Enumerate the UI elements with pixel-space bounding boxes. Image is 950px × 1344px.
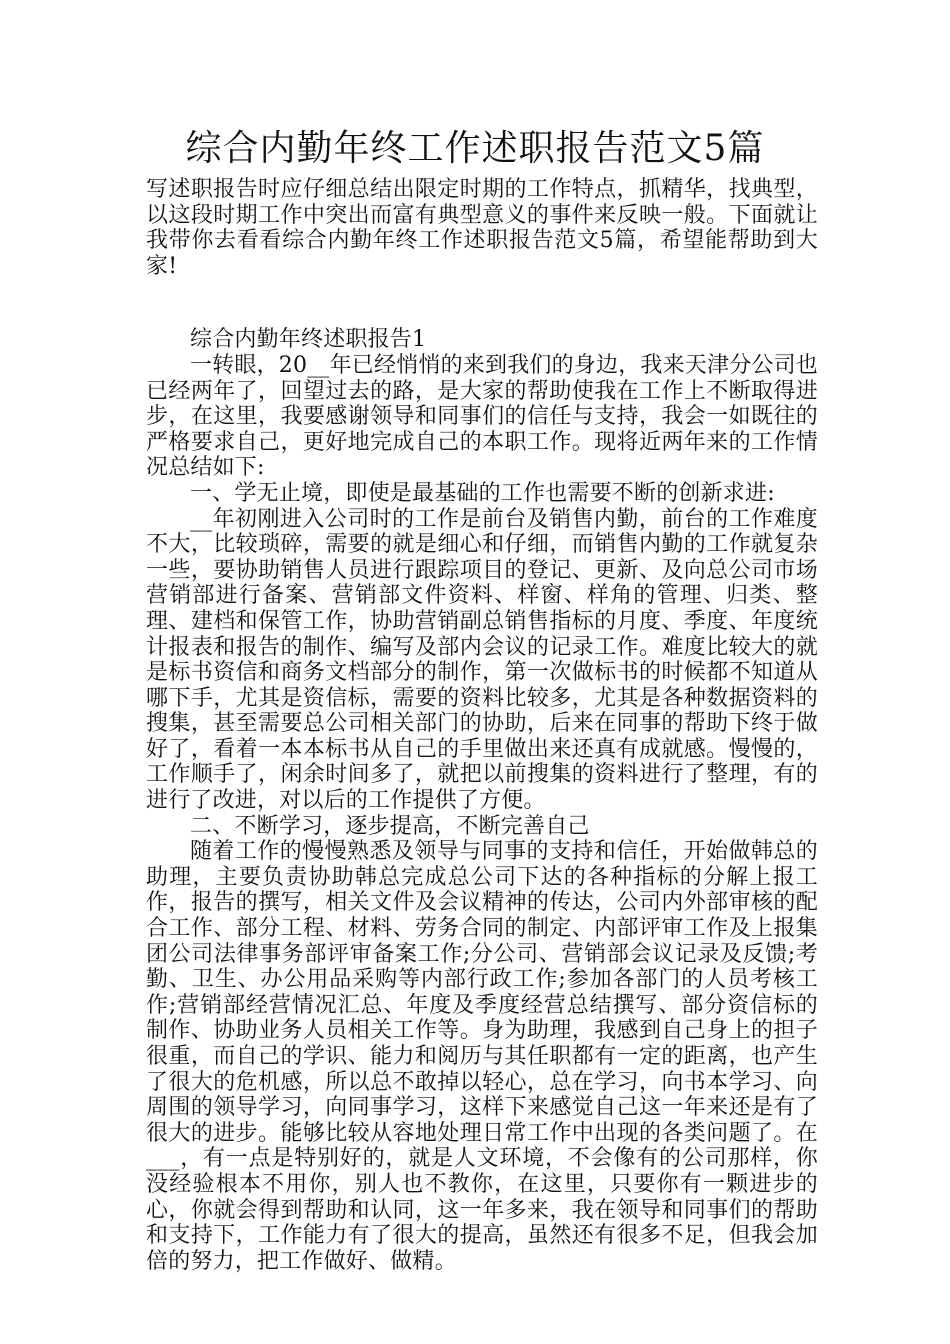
body-paragraph: 随着工作的慢慢熟悉及领导与同事的支持和信任，开始做韩总的助理，主要负责协助韩总完成总公司下达的各种指标的分解上报工作，报告的撰写，相关文件及会议精神的传达，公司内外部审核的配合工作、部分工程、材料、劳务合同的制定、内部评审工作及上报集团公司法律事务部评审备案工作;分公司、营销部会议记录及反馈;考勤、卫生、办公用品采购等内部行政工作;参加各部门的人员考核工作;营销部经营情况汇总、年度及季度经营总结撰写、部分资信标的制作、协助业务人员相关工作等。身为助理，我感到自己身上的担子很重，而自己的学识、能力和阅历与其任职都有一定的距离，也产生了很大的危机感，所以总不敢掉以轻心，总在学习，向书本学习、向周围的领导学习，向同事学习，这样下来感觉自己这一年来还是有了很大的进步。能够比较从容地处理日常工作中出现的各类问题了。在___，有一点是特别好的，就是人文环境，不会像有的公司那样，你没经验根本不用你，别人也不教你，在这里，只要你有一颗进步的心，你就会得到帮助和认同，这一年多来，我在领导和同事们的帮助和支持下，工作能力有了很大的提高，虽然还有很多不足，但我会加倍的努力，把工作做好、做精。 bbox=[146, 839, 818, 1274]
subheading-2: 二、不断学习，逐步提高，不断完善自己 bbox=[190, 813, 590, 839]
document-body bbox=[146, 177, 818, 1274]
section-heading: 综合内勤年终述职报告1 bbox=[190, 327, 427, 353]
subheading-1: 一、学无止境，即使是最基础的工作也需要不断的创新求进: bbox=[190, 480, 775, 506]
body-paragraph: 一转眼，20__年已经悄悄的来到我们的身边，我来天津分公司也已经两年了，回望过去的路，是大家的帮助使我在工作上不断取得进步，在这里，我要感谢领导和同事们的信任与支持，我会一如既往的严格要求自己，更好地完成自己的本职工作。现将近两年来的工作情况总结如下: bbox=[146, 352, 818, 481]
paragraph-gap bbox=[146, 279, 818, 327]
body-paragraph: __年初刚进入公司时的工作是前台及销售内勤，前台的工作难度不大，比较琐碎，需要的就是细心和仔细，而销售内勤的工作就复杂一些，要协助销售人员进行跟踪项目的登记、更新、及向总公司市场营销部进行备案、营销部文件资料、样窗、样角的管理、归类、整理、建档和保管工作，协助营销副总销售指标的月度、季度、年度统计报表和报告的制作、编写及部内会议的记录工作。难度比较大的就是标书资信和商务文档部分的制作，第一次做标书的时候都不知道从哪下手，尤其是资信标，需要的资料比较多，尤其是各种数据资料的搜集，甚至需要总公司相关部门的协助，后来在同事的帮助下终于做好了，看着一本本标书从自己的手里做出来还真有成就感。慢慢的，工作顺手了，闲余时间多了，就把以前搜集的资料进行了整理，有的进行了改进，对以后的工作提供了方便。 bbox=[146, 506, 818, 814]
document-title: 综合内勤年终工作述职报告范文5篇 bbox=[185, 128, 765, 169]
intro-paragraph: 写述职报告时应仔细总结出限定时期的工作特点，抓精华，找典型，以这段时期工作中突出而富有典型意义的事件来反映一般。下面就让我带你去看看综合内勤年终工作述职报告范文5篇，希望能帮助到大家! bbox=[146, 177, 818, 279]
